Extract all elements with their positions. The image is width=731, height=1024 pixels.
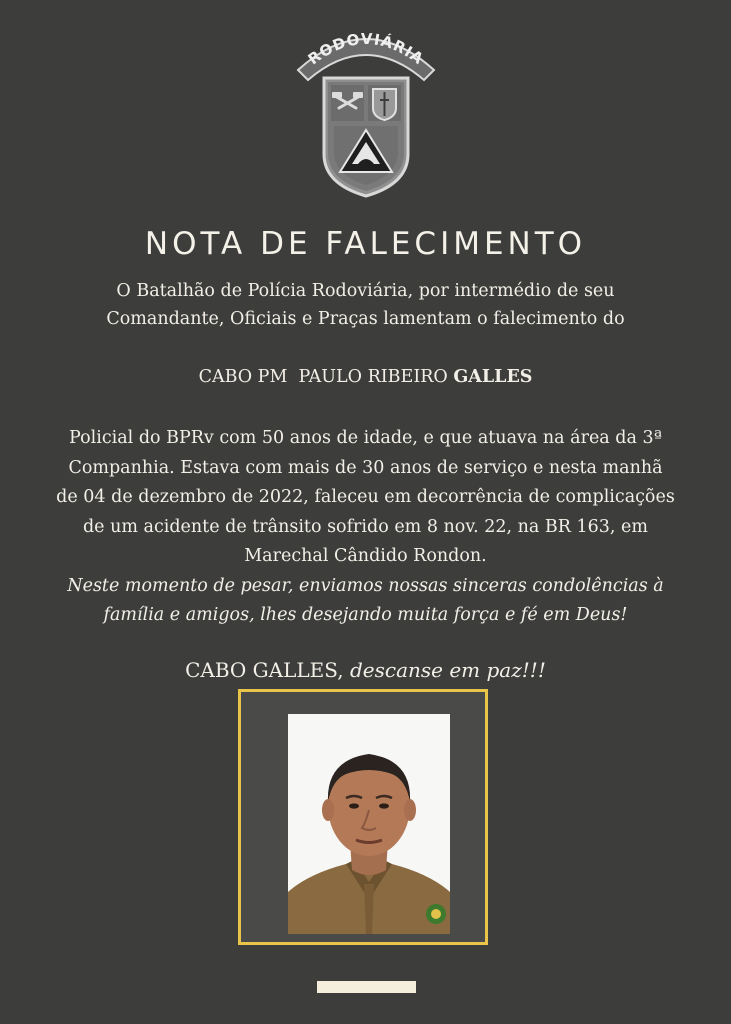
portrait-photo	[288, 714, 450, 934]
body-line: família e amigos, lhes desejando muita força e fé em Deus!	[103, 605, 628, 625]
intro-text	[30, 277, 701, 333]
emblem	[0, 26, 731, 198]
body-line: de um acidente de trânsito sofrido em 8 nov. 22, na BR 163, em	[82, 516, 649, 537]
body-line: Marechal Cândido Rondon.	[244, 546, 487, 566]
body-paragraph	[10, 572, 721, 631]
intro-line: O Batalhão de Polícia Rodoviária, por intermédio de seu	[116, 281, 615, 301]
body-line: de 04 de dezembro de 2022, faleceu em decorrência de complicações	[56, 487, 675, 507]
emblem-banner-text: RODOVIÁRIA	[304, 29, 427, 69]
farewell-message	[0, 655, 731, 685]
body-paragraph	[10, 424, 721, 572]
body-line: Companhia. Estava com mais de 30 anos de serviço e nesta manhã	[68, 457, 663, 478]
portrait-image	[288, 714, 450, 934]
page-title: NOTA DE FALECIMENTO	[144, 226, 587, 262]
deceased-name	[0, 363, 731, 391]
photo-frame	[238, 689, 488, 945]
decorative-bar	[317, 981, 416, 993]
deceased-surname: GALLES	[453, 367, 533, 387]
farewell-name: CABO GALLES,	[185, 658, 344, 682]
body-line: Neste momento de pesar, enviamos nossas sinceras condolências à	[67, 575, 664, 596]
intro-line: Comandante, Oficiais e Praças lamentam o falecimento do	[106, 309, 625, 329]
police-shield-emblem-icon	[296, 26, 436, 198]
deceased-rank-and-names: CABO PM PAULO RIBEIRO	[198, 367, 448, 387]
farewell-rest: descanse em paz!!!	[343, 658, 546, 682]
body-text	[10, 424, 721, 631]
body-line: Policial do BPRv com 50 anos de idade, e que atuava na área da 3ª	[69, 428, 662, 448]
